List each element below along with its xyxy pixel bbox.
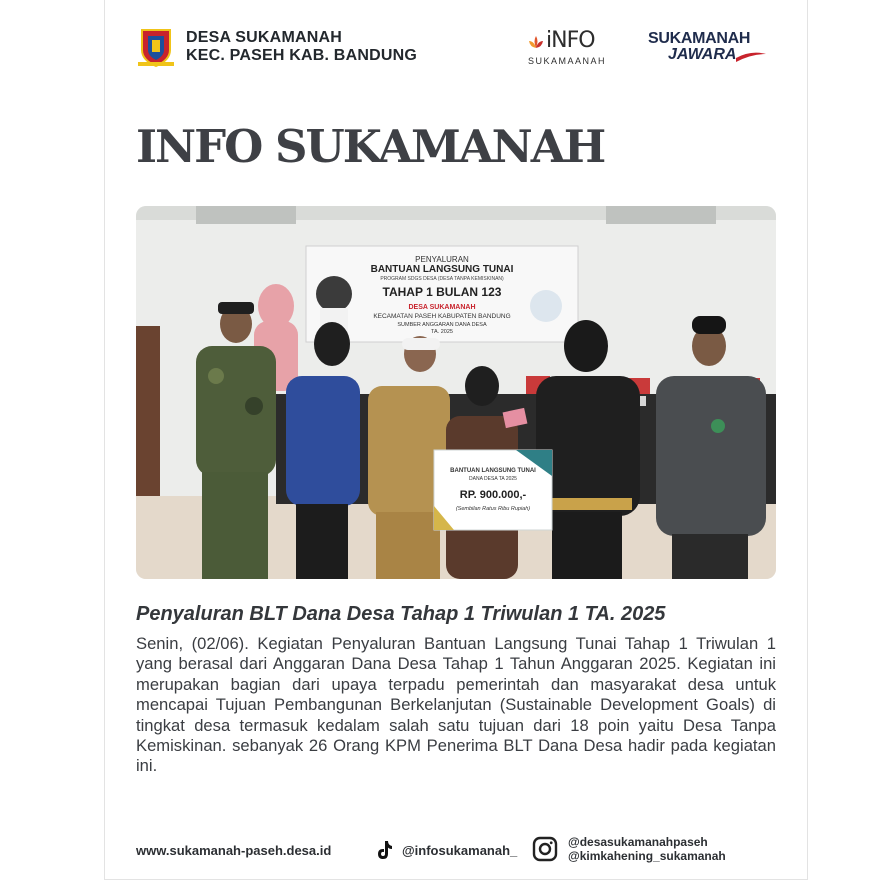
banner-ta: TA. 2025 <box>431 329 453 335</box>
board-amount: RP. 900.000,- <box>459 489 527 501</box>
banner-line1: PENYALURAN <box>415 255 469 264</box>
banner-line2: BANTUAN LANGSUNG TUNAI <box>370 264 514 275</box>
tiktok-handle[interactable]: @infosukamanah_ <box>402 843 518 858</box>
tiktok-icon[interactable] <box>374 839 394 861</box>
lotus-icon <box>528 35 544 49</box>
event-photo-illustration <box>136 206 776 579</box>
board-words: (Sembilan Ratus Ribu Rupiah) <box>455 506 531 512</box>
article-headline: Penyaluran BLT Dana Desa Tahap 1 Triwulan 1 TA. 2025 <box>136 603 666 625</box>
sukamanah-jawara-logo <box>648 30 768 70</box>
cash-prize-board <box>434 450 552 530</box>
instagram-handle-1[interactable]: @desasukamanahpaseh <box>568 835 708 849</box>
info-logo-sub: SUKAMAANAH <box>528 56 607 66</box>
window-right <box>606 206 716 224</box>
banner-sumber: SUMBER ANGGARAN DANA DESA <box>397 322 487 328</box>
board-line2: DANA DESA TA 2025 <box>469 476 517 482</box>
banner-line3: PROGRAM SDGS DESA (DESA TANPA KEMISKINAN) <box>380 276 504 282</box>
swoosh-icon <box>736 50 766 62</box>
event-photo <box>136 206 776 579</box>
podium <box>136 326 160 496</box>
village-line1: DESA SUKAMANAH <box>186 29 342 46</box>
info-sukamanah-logo <box>528 28 628 68</box>
banner-desa: DESA SUKAMANAH <box>408 304 476 311</box>
board-line1: BANTUAN LANGSUNG TUNAI <box>450 468 536 474</box>
jawara-line2: JAWARA <box>668 46 737 63</box>
instagram-handle-2[interactable]: @kimkahening_sukamanah <box>568 849 726 863</box>
event-banner <box>306 246 578 342</box>
website-link[interactable]: www.sukamanah-paseh.desa.id <box>136 843 332 858</box>
article-body: Senin, (02/06). Kegiatan Penyaluran Bantuan Langsung Tunai Tahap 1 Triwulan 1 yang berasal dari Anggaran Dana Desa Tahap 1 Tahun Anggaran 2025. Kegiatan ini merupakan bagian dari upaya terpadu pemerintah dan masyarakat desa untuk mencapai Tujuan Pembangunan Berkelanjutan (Sustainable Development Goals) di tingkat desa termasuk kedalam salah satu tujuan dari 18 poin yaitu Desa Tanpa Kemiskinan. sebanyak 26 Orang KPM Penerima BLT Dana Desa hadir pada kegiatan ini. <box>136 634 776 776</box>
header <box>136 26 776 70</box>
village-name <box>186 29 417 65</box>
footer <box>136 835 776 871</box>
window-left <box>196 206 296 224</box>
banner-tahap: TAHAP 1 BULAN 123 <box>382 285 502 299</box>
info-logo-word: iNFO <box>546 28 595 53</box>
page-title: INFO SUKAMANAH <box>136 120 605 173</box>
village-crest-icon <box>136 26 176 68</box>
banner-kec: KECAMATAN PASEH KABUPATEN BANDUNG <box>373 313 511 320</box>
instagram-icon[interactable] <box>532 836 558 862</box>
jawara-line1: SUKAMANAH <box>648 30 751 47</box>
village-line2: KEC. PASEH KAB. BANDUNG <box>186 47 417 64</box>
